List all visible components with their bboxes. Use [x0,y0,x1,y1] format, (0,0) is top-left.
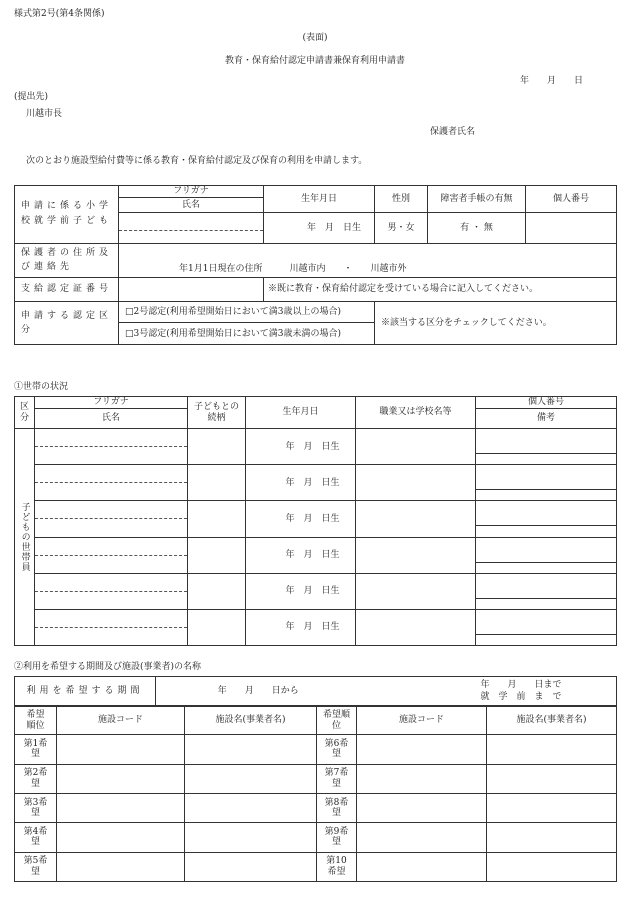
household-birth-field[interactable]: 年 月 日生 [246,609,356,645]
category-option-3[interactable]: □3号認定(利用希望開始日において満3歳未満の場合) [119,323,375,345]
form-title: 教育・保育給付認定申請書兼保育利用申請書 [224,56,405,66]
rank-cell: 第7希望 [317,764,357,793]
name-field[interactable] [185,823,317,852]
table-row [15,735,617,764]
household-birth-field[interactable]: 年 月 日生 [246,573,356,609]
household-relation-label: 子どもとの続柄 [188,397,246,429]
rank-cell: 第2希望 [15,764,57,793]
code-field[interactable] [357,823,487,852]
rank-cell: 第1希望 [15,735,57,764]
code-field[interactable] [357,735,487,764]
household-number-notes-field[interactable] [476,429,617,465]
household-name-field[interactable] [35,429,188,465]
household-job-field[interactable] [356,465,476,501]
household-relation-field[interactable] [188,501,246,537]
table-row [15,764,617,793]
rank-cell: 第9希望 [317,823,357,852]
rank-cell: 第3希望 [15,793,57,822]
household-birth-field[interactable]: 年 月 日生 [246,465,356,501]
code-label-left: 施設コード [57,707,185,735]
household-kubun-label: 区分 [15,397,35,429]
applicant-disability-field[interactable]: 有 ・ 無 [428,213,526,243]
household-relation-field[interactable] [188,537,246,573]
name-field[interactable] [185,852,317,881]
table-row [15,501,617,537]
household-relation-field[interactable] [188,573,246,609]
period-label: 利用を希望する期間 [15,677,156,706]
date-line[interactable]: 年 月 日 [520,76,584,86]
applicant-personal-number-label: 個人番号 [526,186,617,213]
household-birth-field[interactable]: 年 月 日生 [246,537,356,573]
code-field[interactable] [57,823,185,852]
applicant-disability-label: 障害者手帳の有無 [428,186,526,213]
rank-label-right: 希望順位 [317,707,357,735]
code-field[interactable] [357,764,487,793]
household-job-field[interactable] [356,537,476,573]
table-row [15,429,617,465]
household-number-notes-field[interactable] [476,609,617,645]
household-number-notes-field[interactable] [476,501,617,537]
guardian-address-field[interactable] [119,243,617,261]
rank-label-left: 希望順位 [15,707,57,735]
household-birth-label: 生年月日 [246,397,356,429]
period-to-school[interactable]: 就 学 前 ま で [480,692,562,702]
period-from[interactable]: 年 月 日から [156,677,361,706]
name-field[interactable] [487,823,617,852]
table-row [15,537,617,573]
table-row [15,573,617,609]
household-number-notes-field[interactable] [476,573,617,609]
table-row [15,793,617,822]
applicant-birth-label: 生年月日 [264,186,375,213]
household-birth-field[interactable]: 年 月 日生 [246,429,356,465]
household-notes-label: 備考 [476,409,617,429]
name-field[interactable] [487,735,617,764]
applicant-name-field[interactable] [119,213,264,243]
household-name-field[interactable] [35,465,188,501]
rank-cell: 第6希望 [317,735,357,764]
household-job-field[interactable] [356,573,476,609]
applicant-furigana-label: フリガナ [119,186,264,198]
applicant-section-label: 申請に係る小学校就学前子ども [15,186,119,244]
table-row [15,852,617,881]
rank-cell: 第10希望 [317,852,357,881]
household-name-field[interactable] [35,609,188,645]
household-personal-number-label: 個人番号 [476,397,617,409]
table-row [15,823,617,852]
household-relation-field[interactable] [188,429,246,465]
name-label-left: 施設名(事業者名) [185,707,317,735]
facility-table [14,706,617,882]
household-relation-field[interactable] [188,609,246,645]
rank-cell: 第4希望 [15,823,57,852]
period-table [14,676,617,706]
form-side-label: (表面) [302,33,328,43]
code-field[interactable] [57,793,185,822]
name-field[interactable] [185,764,317,793]
household-group-label: 子どもの世帯員 [15,429,35,646]
household-name-field[interactable] [35,573,188,609]
submit-to: 川越市長 [26,109,63,119]
code-field[interactable] [357,852,487,881]
name-field[interactable] [487,793,617,822]
category-label: 申請する認定区分 [15,301,119,344]
category-option-2[interactable]: □2号認定(利用希望開始日において満3歳以上の場合) [119,301,375,323]
household-number-notes-field[interactable] [476,537,617,573]
rank-cell: 第5希望 [15,852,57,881]
applicant-name-label: 氏名 [119,198,264,213]
household-number-notes-field[interactable] [476,465,617,501]
cert-number-label: 支給認定証番号 [15,278,119,302]
address-note[interactable]: 年1月1日現在の住所 川越市内 ・ 川越市外 [119,261,617,277]
table-row [15,465,617,501]
table-row [15,609,617,645]
household-table [14,396,617,646]
applicant-table [14,185,617,345]
guardian-address-label: 保護者の住所及び連絡先 [15,243,119,278]
household-heading: ①世帯の状況 [14,382,69,392]
name-field[interactable] [185,793,317,822]
household-name-field[interactable] [35,501,188,537]
household-birth-field[interactable]: 年 月 日生 [246,501,356,537]
code-field[interactable] [57,852,185,881]
cert-number-field[interactable] [119,278,264,302]
facilities-heading: ②利用を希望する期間及び施設(事業者)の名称 [14,662,202,672]
household-name-field[interactable] [35,537,188,573]
code-label-right: 施設コード [357,707,487,735]
name-field[interactable] [487,852,617,881]
applicant-gender-label: 性別 [375,186,428,213]
household-furigana-label: フリガナ [35,397,188,409]
applicant-gender-field[interactable]: 男・女 [375,213,428,243]
period-to-date[interactable]: 年 月 日まで [480,679,562,690]
name-field[interactable] [185,735,317,764]
code-field[interactable] [357,793,487,822]
household-job-field[interactable] [356,501,476,537]
household-relation-field[interactable] [188,465,246,501]
applicant-birth-field[interactable]: 年 月 日生 [264,213,375,243]
household-job-field[interactable] [356,429,476,465]
guardian-name-label: 保護者氏名 [430,127,476,137]
household-name-label: 氏名 [35,409,188,429]
name-field[interactable] [487,764,617,793]
code-field[interactable] [57,735,185,764]
form-number: 様式第2号(第4条関係) [14,9,105,19]
submit-to-label: (提出先) [14,92,49,102]
applicant-personal-number-field[interactable] [526,213,617,243]
rank-cell: 第8希望 [317,793,357,822]
cert-number-note: ※既に教育・保育給付認定を受けている場合に記入してください。 [264,278,617,302]
household-job-field[interactable] [356,609,476,645]
name-label-right: 施設名(事業者名) [487,707,617,735]
household-job-label: 職業又は学校名等 [356,397,476,429]
intro-text: 次のとおり施設型給付費等に係る教育・保育給付認定及び保育の利用を申請します。 [26,156,368,166]
category-note: ※該当する区分をチェックしてください。 [375,301,617,344]
code-field[interactable] [57,764,185,793]
period-to[interactable] [361,677,617,706]
